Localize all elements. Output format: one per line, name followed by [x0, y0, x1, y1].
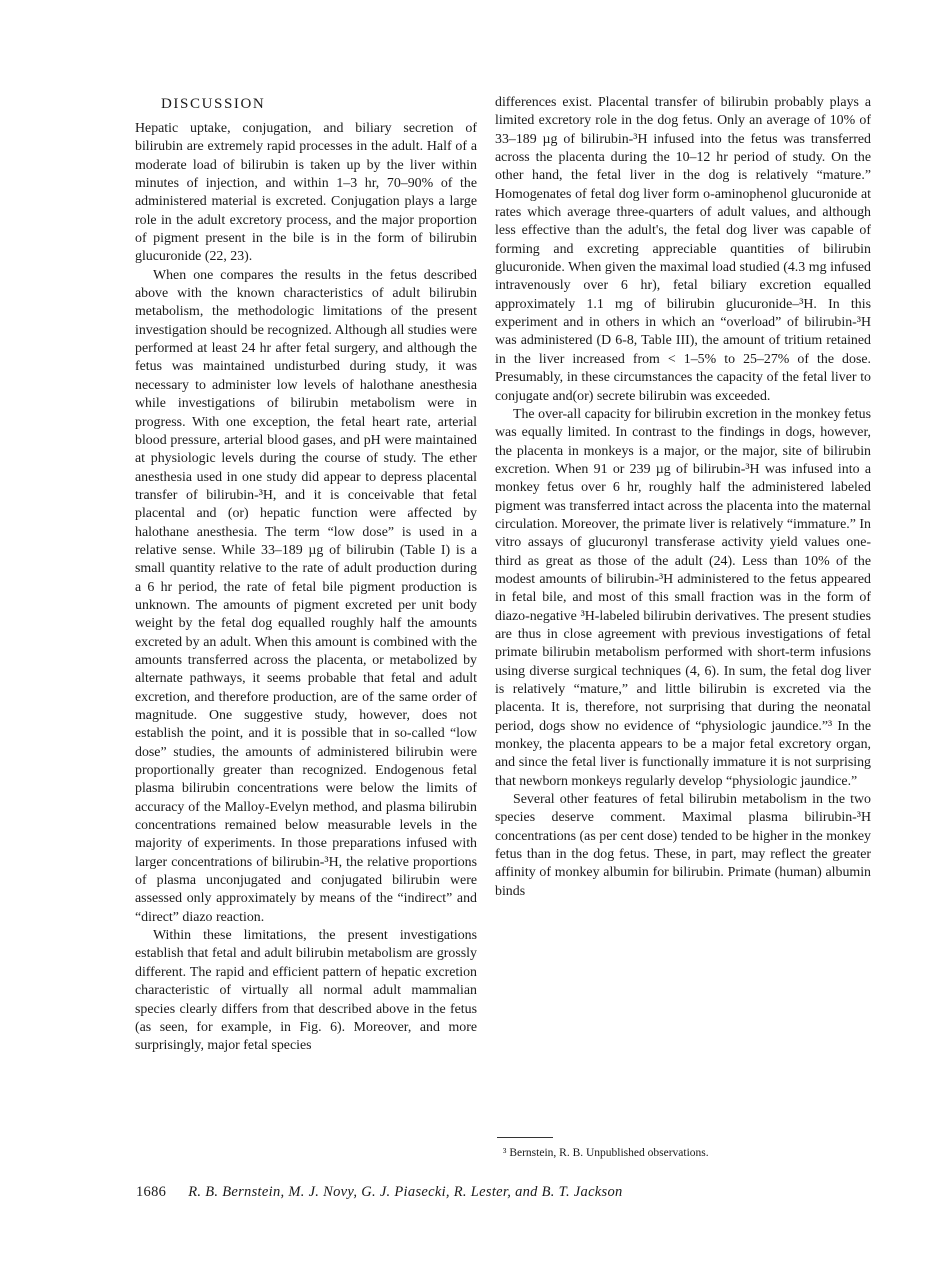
footnote: ³ Bernstein, R. B. Unpublished observations.: [503, 1147, 709, 1159]
left-column: [135, 94, 477, 1056]
footnote-divider: [497, 1137, 553, 1138]
right-column: [495, 94, 871, 901]
section-heading: DISCUSSION: [161, 96, 266, 112]
page-number: 1686: [136, 1184, 167, 1200]
paragraph: Hepatic uptake, conjugation, and biliary secretion of bilirubin are extremely rapid processes in the adult. Half of a moderate load of bilirubin is taken up by the liver within minutes of injection, and within 1–3 hr, 70–90% of the administered material is excreted. Conjugation plays a large role in the adult excretory process, and the major proportion of pigment present in the bile is in the form of bilirubin glucuronide (22, 23).: [135, 121, 477, 265]
paragraph: When one compares the results in the fetus described above with the known characteristics of adult bilirubin metabolism, the methodologic limitations of the present investigation should be recognized. Although all studies were performed at least 24 hr after fetal surgery, and although the fetus was maintained undisturbed during study, it was necessary to administer low levels of halothane anesthesia while investigations of bilirubin metabolism were in progress. With one exception, the fetal heart rate, arterial blood pressure, arterial blood gases, and pH were maintained at physiologic levels during the course of study. The ether anesthesia used in one study did appear to depress placental transfer of bilirubin-³H, and it is conceivable that fetal placental and (or) hepatic function were affected by halothane anesthesia. The term “low dose” is used in a relative sense. While 33–189 µg of bilirubin (Table I) is a small quantity relative to the rate of adult production during a 6 hr period, the rate of fetal bile pigment production is unknown. The amounts of pigment excreted per unit body weight by the fetal dog equalled roughly half the amounts excreted by an adult. When this amount is combined with the amounts transferred across the placenta, or metabolized by alternate pathways, it seems probable that fetal and adult excretion, and therefore production, are of the same order of magnitude. One suggestive study, however, does not establish the point, and it is possible that in so-called “low dose” studies, the amounts of administered bilirubin were proportionally greater than recognized. Endogenous fetal plasma bilirubin concentrations were below the limits of accuracy of the Malloy-Evelyn method, and plasma bilirubin concentrations remained below measurable levels in the majority of experiments. In those preparations infused with larger concentrations of bilirubin-³H, the relative proportions of plasma unconjugated and conjugated bilirubin were assessed only approximately by means of the “indirect” and “direct” diazo reaction.: [135, 267, 477, 925]
paragraph: Within these limitations, the present investigations establish that fetal and adult bilirubin metabolism are grossly different. The rapid and efficient pattern of hepatic excretion characteristic of virtually all normal adult mammalian species clearly differs from that described above in the fetus (as seen, for example, in Fig. 6). Moreover, and more surprisingly, major fetal species: [135, 928, 477, 1054]
page-footer: [136, 1184, 623, 1201]
author-line: R. B. Bernstein, M. J. Novy, G. J. Piasecki, R. Lester, and B. T. Jackson: [188, 1184, 623, 1200]
paragraph: The over-all capacity for bilirubin excretion in the monkey fetus was equally limited. In contrast to the findings in dogs, however, the placenta in monkeys is a major, or the major, site of bilirubin excretion. When 91 or 239 µg of bilirubin-³H was infused into a monkey fetus over 6 hr, roughly half the administered labeled pigment was transferred intact across the placenta into the maternal circulation. Moreover, the primate liver is relatively “immature.” In vitro assays of glucuronyl transferase activity yield values one-third as great as those of the adult (24). Less than 10% of the modest amounts of bilirubin-³H administered to the fetus appeared in fetal bile, and most of this small fraction was in the form of diazo-negative ³H-labeled bilirubin derivatives. The present studies are thus in close agreement with previous investigations of fetal primate bilirubin metabolism performed with short-term infusions using diverse surgical techniques (4, 6). In sum, the fetal dog liver is relatively “mature,” and little bilirubin is excreted via the placenta. It is, therefore, not surprising that during the neonatal period, dogs show no evidence of “physiologic jaundice.”³ In the monkey, the placenta appears to be a major fetal excretory organ, and since the fetal liver is functionally immature it is not surprising that newborn monkeys regularly develop “physiologic jaundice.”: [495, 406, 871, 789]
paragraph: Several other features of fetal bilirubin metabolism in the two species deserve comment. Maximal plasma bilirubin-³H concentrations (as per cent dose) tended to be higher in the monkey fetus than in the dog fetus. These, in part, may reflect the greater affinity of monkey albumin for bilirubin. Primate (human) albumin binds: [495, 792, 871, 899]
paragraph: differences exist. Placental transfer of bilirubin probably plays a limited excretory role in the dog fetus. Only an average of 10% of 33–189 µg of bilirubin-³H infused into the fetus was transferred across the placenta during the 10–12 hr period of study. On the other hand, the fetal liver in the dog is relatively “mature.” Homogenates of fetal dog liver form o-aminophenol glucuronide at rates which average three-quarters of adult values, and although less effective than the adult's, the fetal dog liver was capable of forming and excreting appreciable quantities of bilirubin glucuronide. When given the maximal load studied (4.3 mg infused intravenously over 6 hr), fetal biliary excretion equalled approximately 1.1 mg of bilirubin glucuronide–³H. In this experiment and in others in which an “overload” of bilirubin-³H was administered (D 6-8, Table III), the amount of tritium retained in the liver increased from < 1–5% to 25–27% of the dose. Presumably, in these circumstances the capacity of the fetal liver to conjugate and(or) secrete bilirubin was exceeded.: [495, 95, 871, 404]
